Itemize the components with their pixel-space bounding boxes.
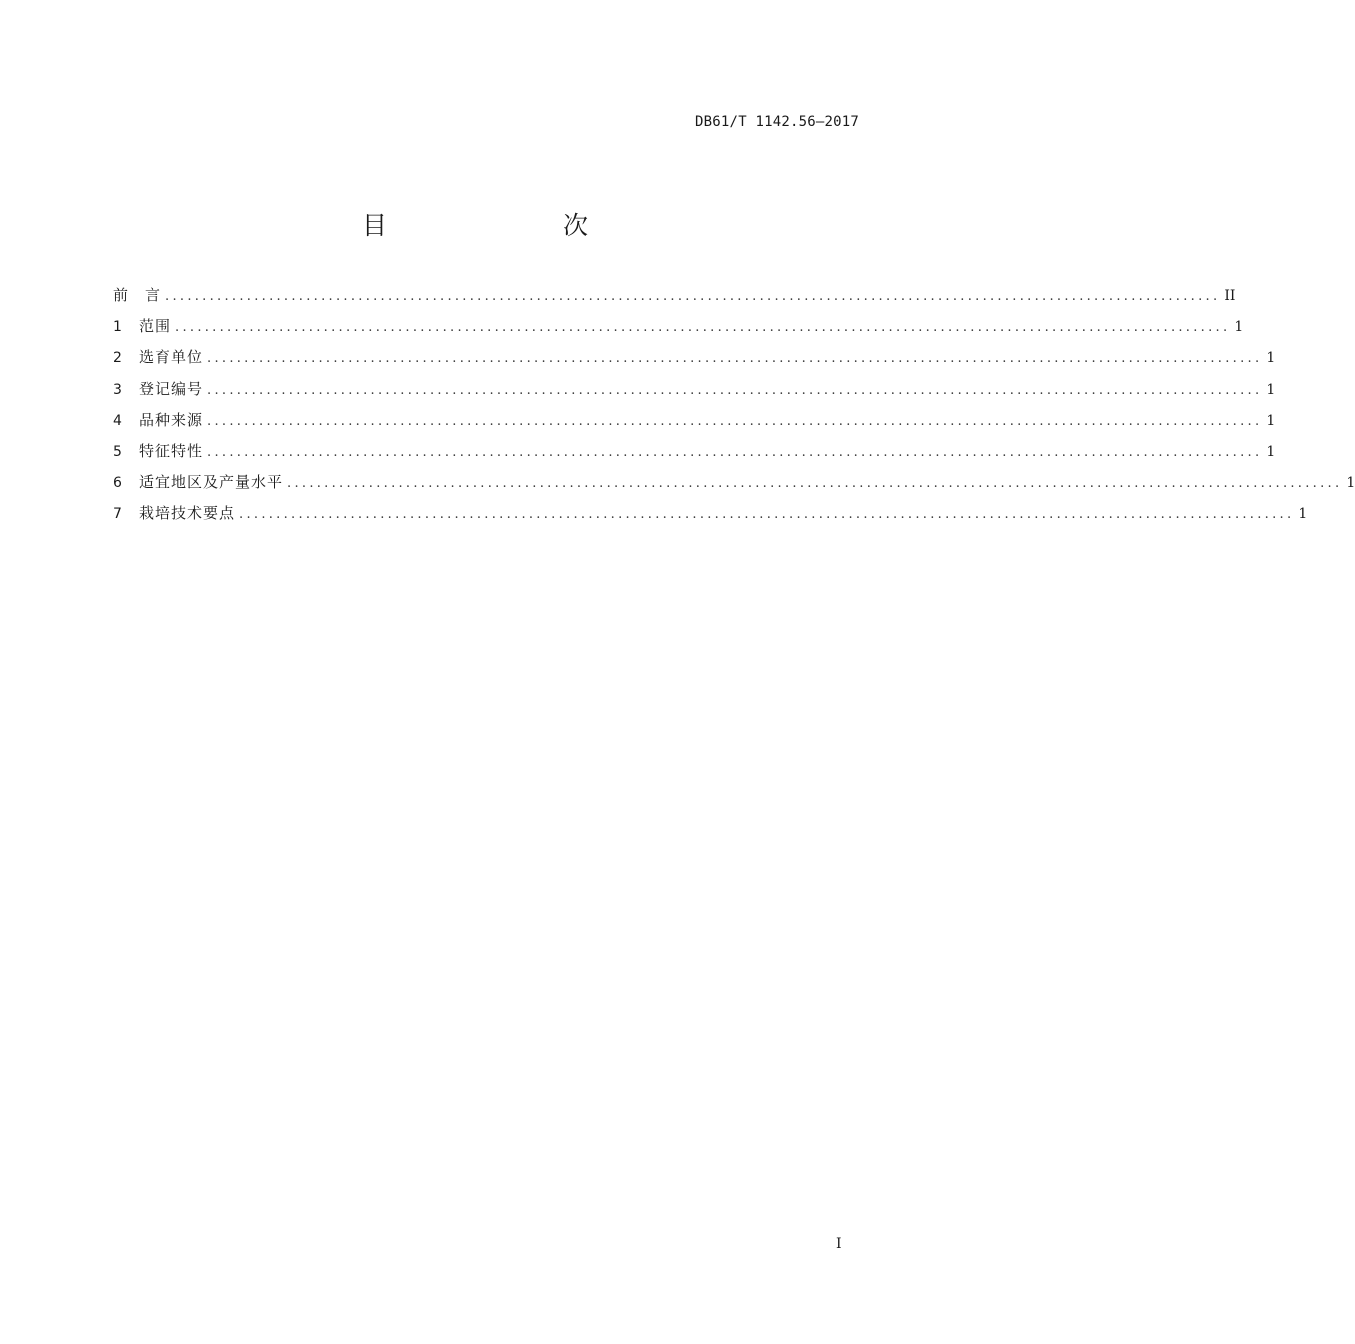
toc-entry-label: 特征特性 — [139, 441, 204, 460]
toc-dot-leader: .............................................................................................................................................. — [207, 444, 1263, 460]
toc-entry-6[interactable] — [113, 471, 1355, 502]
toc-dot-leader: .............................................................................................................................................. — [207, 413, 1263, 429]
toc-entry-foreword[interactable] — [113, 284, 1236, 315]
toc-entry-number: 2 — [113, 350, 122, 367]
toc-entry-5[interactable] — [113, 440, 1276, 471]
toc-entry-page: 1 — [1266, 381, 1276, 398]
toc-entry-1[interactable] — [113, 315, 1244, 346]
toc-entry-page: 1 — [1346, 475, 1355, 492]
toc-list — [113, 284, 1355, 534]
page-title: 目 次 — [361, 211, 630, 240]
toc-entry-3[interactable] — [113, 378, 1276, 409]
toc-dot-leader: .............................................................................................................................................. — [207, 351, 1263, 367]
toc-dot-leader: .............................................................................................................................................. — [175, 320, 1231, 336]
toc-entry-label: 范围 — [139, 317, 172, 336]
toc-entry-page: II — [1224, 288, 1236, 304]
toc-dot-leader: .............................................................................................................................................. — [239, 507, 1295, 523]
toc-entry-number: 3 — [113, 381, 122, 398]
toc-entry-label: 品种来源 — [139, 410, 204, 429]
toc-entry-7[interactable] — [113, 502, 1308, 533]
toc-entry-2[interactable] — [113, 346, 1276, 377]
toc-entry-number: 4 — [113, 412, 122, 429]
toc-entry-page: 1 — [1266, 412, 1276, 429]
toc-entry-number: 1 — [113, 319, 122, 336]
toc-entry-page: 1 — [1266, 350, 1276, 367]
standard-code: DB61/T 1142.56—2017 — [695, 114, 859, 130]
toc-dot-leader: .............................................................................................................................................. — [165, 289, 1221, 304]
toc-entry-number: 5 — [113, 443, 122, 460]
toc-entry-number: 6 — [113, 475, 122, 492]
toc-entry-page: 1 — [1298, 506, 1308, 523]
toc-entry-page: 1 — [1234, 319, 1244, 336]
toc-entry-label: 前 言 — [113, 286, 162, 304]
toc-dot-leader: .............................................................................................................................................. — [287, 476, 1343, 492]
toc-entry-page: 1 — [1266, 443, 1276, 460]
page-number: I — [836, 1236, 842, 1252]
toc-entry-number: 7 — [113, 506, 122, 523]
toc-entry-label: 登记编号 — [139, 379, 204, 398]
toc-entry-label: 适宜地区及产量水平 — [139, 473, 284, 492]
toc-entry-4[interactable] — [113, 409, 1276, 440]
toc-dot-leader: .............................................................................................................................................. — [207, 382, 1263, 398]
toc-entry-label: 栽培技术要点 — [139, 504, 236, 523]
toc-entry-label: 选育单位 — [139, 348, 204, 367]
